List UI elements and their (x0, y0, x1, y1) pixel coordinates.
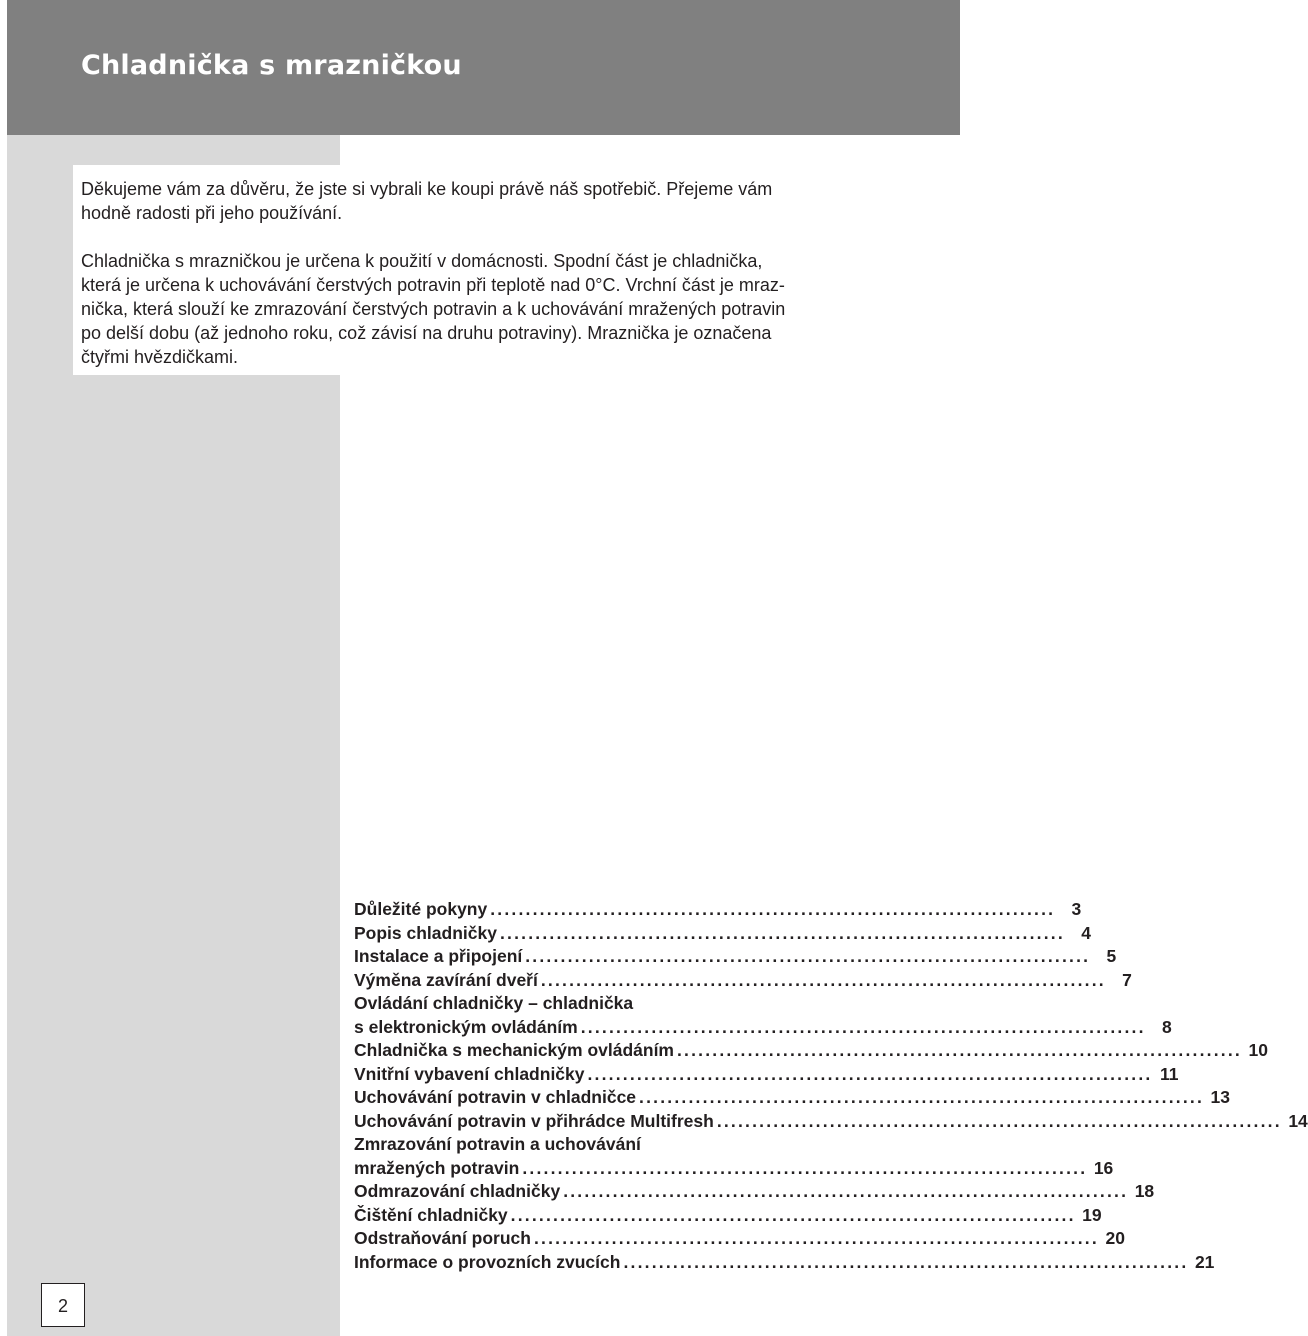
intro-line: která je určena k uchovávání čerstvých potravin při teplotě nad 0°C. Vrchní část je mraz- (81, 275, 785, 295)
toc-leader-dots: ................................................................................ (587, 1063, 1153, 1084)
toc-entry[interactable] (354, 1063, 1179, 1087)
toc-entry-title: mražených potravin (354, 1157, 520, 1178)
toc-entry-page: 20 (1105, 1228, 1125, 1248)
toc-leader-dots: ................................................................................ (623, 1251, 1189, 1272)
toc-leader-dots: ................................................................................ (540, 969, 1106, 990)
toc-entry-title: Informace o provozních zvucích (354, 1251, 621, 1272)
toc-entry[interactable] (354, 1204, 1102, 1228)
intro-paragraph-1 (81, 177, 851, 225)
toc-entry-title: Popis chladničky (354, 922, 497, 943)
toc-entry-title: Důležité pokyny (354, 899, 488, 919)
toc-entry-title: Vnitřní vybavení chladničky (354, 1063, 585, 1084)
intro-line: Děkujeme vám za důvěru, že jste si vybrali ke koupi právě náš spotřebič. Přejeme vám (81, 179, 773, 199)
toc-entry-page: 18 (1134, 1181, 1155, 1201)
toc-entry-title: Zmrazování potravin a uchovávání (354, 1134, 641, 1154)
toc-entry-title: Čištění chladničky (354, 1204, 508, 1225)
toc-entry[interactable] (354, 1039, 1268, 1063)
toc-leader-dots: ................................................................................ (490, 899, 1056, 919)
toc-entry-page: 10 (1248, 1040, 1268, 1060)
toc-entry-page: 8 (1161, 1016, 1172, 1037)
toc-entry[interactable] (354, 898, 1082, 922)
page-title: Chladnička s mrazničkou (81, 50, 462, 81)
toc-entry-page: 21 (1194, 1251, 1215, 1272)
toc-entry[interactable] (354, 1133, 854, 1157)
toc-entry-page: 13 (1210, 1087, 1231, 1107)
toc-entry[interactable] (354, 1110, 1308, 1134)
toc-entry-page: 3 (1071, 899, 1082, 919)
toc-entry[interactable] (354, 945, 1117, 969)
toc-entry-page: 7 (1122, 969, 1132, 990)
toc-leader-dots: ................................................................................ (677, 1040, 1242, 1060)
toc-entry-page: 19 (1082, 1204, 1102, 1225)
toc-leader-dots: ................................................................................ (499, 922, 1065, 943)
page-number-box (41, 1283, 85, 1327)
toc-entry-title: Odmrazování chladničky (354, 1181, 561, 1201)
toc-entry-page: 11 (1159, 1063, 1179, 1084)
toc-entry-page: 4 (1081, 922, 1091, 943)
table-of-contents (354, 898, 1308, 1274)
toc-leader-dots: ................................................................................ (510, 1204, 1076, 1225)
toc-entry-page: 5 (1106, 946, 1117, 966)
toc-entry-title: Výměna zavírání dveří (354, 969, 538, 990)
intro-line: čtyřmi hvězdičkami. (81, 347, 239, 367)
toc-entry[interactable] (354, 1227, 1125, 1251)
toc-leader-dots: ................................................................................ (525, 946, 1091, 966)
intro-line: nička, která slouží ke zmrazování čerstvých potravin a k uchovávání mražených potravin (81, 299, 786, 319)
toc-entry-title: Uchovávání potravin v chladničce (354, 1087, 637, 1107)
toc-entry[interactable] (354, 992, 854, 1016)
intro-line: po delší dobu (až jednoho roku, což závisí na druhu potraviny). Mraznička je označena (81, 323, 772, 343)
toc-entry[interactable] (354, 969, 1132, 993)
intro-line: Chladnička s mrazničkou je určena k použití v domácnosti. Spodní část je chladnička, (81, 251, 763, 271)
toc-entry-page: 14 (1288, 1110, 1308, 1131)
toc-leader-dots: ................................................................................ (522, 1157, 1088, 1178)
toc-entry-title: Chladnička s mechanickým ovládáním (354, 1040, 674, 1060)
intro-paragraph-2 (81, 249, 851, 369)
toc-entry-title: Ovládání chladničky – chladnička (354, 993, 634, 1013)
toc-entry[interactable] (354, 1251, 1215, 1275)
toc-entry-title: s elektronickým ovládáním (354, 1016, 578, 1037)
toc-leader-dots: ................................................................................ (716, 1110, 1282, 1131)
toc-leader-dots: ................................................................................ (580, 1016, 1146, 1037)
toc-leader-dots: ................................................................................ (533, 1228, 1099, 1248)
toc-entry[interactable] (354, 1086, 1231, 1110)
toc-entry-title: Instalace a připojení (354, 946, 523, 966)
toc-entry[interactable] (354, 1016, 1172, 1040)
page-number: 2 (57, 1296, 68, 1316)
toc-entry[interactable] (354, 1180, 1155, 1204)
toc-entry-title: Uchovávání potravin v přihrádce Multifresh (354, 1110, 714, 1131)
toc-entry[interactable] (354, 1157, 1114, 1181)
toc-entry-title: Odstraňování poruch (354, 1228, 531, 1248)
toc-entry-page: 16 (1093, 1157, 1114, 1178)
toc-entry[interactable] (354, 922, 1091, 946)
toc-leader-dots: ................................................................................ (639, 1087, 1205, 1107)
intro-line: hodně radosti při jeho používání. (81, 203, 343, 223)
toc-leader-dots: ................................................................................ (563, 1181, 1129, 1201)
